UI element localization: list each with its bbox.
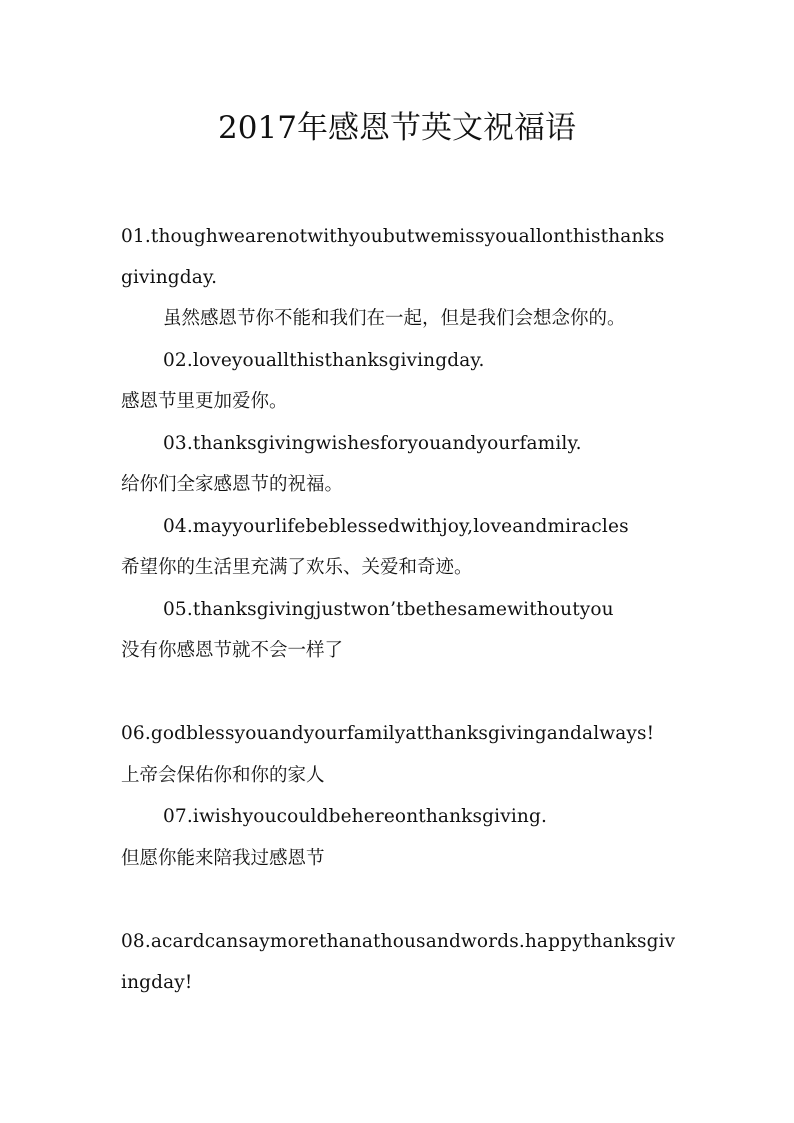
text-line-01-zh: 虽然感恩节你不能和我们在一起，但是我们会想念你的。 xyxy=(163,308,626,329)
text-line-02-zh: 感恩节里更加爱你。 xyxy=(121,391,288,412)
text-line-08-en-part2: ingday! xyxy=(121,972,193,993)
text-line-01-en-part2: givingday. xyxy=(121,267,218,288)
text-line-04-zh: 希望你的生活里充满了欢乐、关爱和奇迹。 xyxy=(121,557,473,578)
text-line-06-en: 06.godblessyouandyourfamilyatthanksgivingandalways! xyxy=(121,723,655,744)
text-line-01-en-part1: 01.thoughwearenotwithyoubutwemissyouallonthisthanks xyxy=(121,226,665,247)
text-line-04-en: 04.mayyourlifebeblessedwithjoy,loveandmiracles xyxy=(163,516,629,537)
text-line-05-en: 05.thanksgivingjustwon’tbethesamewithoutyou xyxy=(163,599,614,620)
text-line-02-en: 02.loveyouallthisthanksgivingday. xyxy=(163,350,485,371)
text-line-06-zh: 上帝会保佑你和你的家人 xyxy=(121,765,325,786)
text-line-08-en-part1: 08.acardcansaymorethanathousandwords.happythanksgiv xyxy=(121,931,676,952)
text-line-03-en: 03.thanksgivingwishesforyouandyourfamily. xyxy=(163,433,582,454)
text-line-05-zh: 没有你感恩节就不会一样了 xyxy=(121,640,344,661)
text-line-07-zh: 但愿你能来陪我过感恩节 xyxy=(121,848,325,869)
text-line-03-zh: 给你们全家感恩节的祝福。 xyxy=(121,474,344,495)
text-line-07-en: 07.iwishyoucouldbehereonthanksgiving. xyxy=(163,806,547,827)
document-title: 2017年感恩节英文祝福语 xyxy=(218,110,576,146)
